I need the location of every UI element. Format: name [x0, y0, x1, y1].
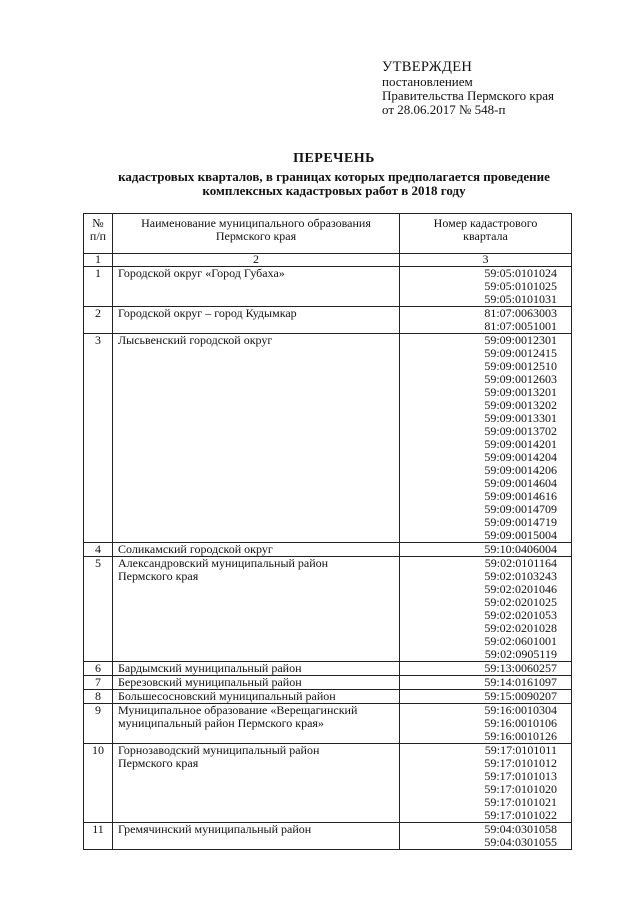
cadastral-codes-cell: [400, 823, 572, 850]
table-row: [84, 676, 572, 690]
municipality-name: Городской округ – город Кудымкар: [118, 306, 297, 320]
cadastral-code: 59:16:0010304: [484, 703, 557, 717]
cadastral-code: 59:02:0201046: [484, 582, 557, 596]
cadastral-code: 59:02:0201028: [484, 621, 557, 635]
column-index-row: [84, 254, 572, 267]
approval-heading: УТВЕРЖДЕН: [382, 59, 473, 75]
municipality-name-cell: [113, 662, 400, 676]
cadastral-codes-cell: [400, 307, 572, 334]
cadastral-code: 59:09:0013301: [484, 411, 557, 425]
municipality-name: Бардымский муниципальный район: [118, 661, 302, 675]
table-row: [84, 662, 572, 676]
cadastral-code: 81:07:0051001: [484, 319, 557, 333]
table-header-row: [84, 214, 572, 254]
cadastral-code: 59:05:0101031: [484, 292, 557, 306]
cadastral-code: 59:17:0101021: [484, 795, 557, 809]
municipality-name-cell: [113, 334, 400, 543]
cadastral-codes-cell: [400, 662, 572, 676]
row-number: 1: [84, 267, 113, 307]
cadastral-code: 59:09:0013201: [484, 385, 557, 399]
cadastral-code: 59:13:0060257: [484, 661, 557, 675]
cadastral-code: 59:02:0905119: [484, 647, 557, 661]
municipality-name-cell: [113, 676, 400, 690]
title-line: комплексных кадастровых работ в 2018 году: [202, 183, 466, 198]
cadastral-code: 59:17:0101013: [484, 769, 557, 783]
approval-line: Правительства Пермского края: [382, 88, 554, 103]
municipality-name: Городской округ «Город Губаха»: [118, 266, 285, 280]
cadastral-codes-cell: [400, 267, 572, 307]
cadastral-code: 59:09:0013702: [484, 424, 557, 438]
municipality-name: Гремячинский муниципальный район: [118, 822, 312, 836]
cadastral-code: 59:09:0014204: [484, 450, 557, 464]
cadastral-code: 59:09:0013202: [484, 398, 557, 412]
cadastral-codes-cell: [400, 557, 572, 662]
cadastral-code: 59:05:0101025: [484, 279, 557, 293]
cadastral-code: 59:04:0301058: [484, 822, 557, 836]
row-number: 11: [84, 823, 113, 850]
table-row: [84, 823, 572, 850]
cadastral-codes-cell: [400, 334, 572, 543]
approval-stamp: [382, 59, 554, 117]
cadastral-code: 59:09:0014616: [484, 489, 557, 503]
approval-date: от 28.06.2017 № 548-п: [382, 102, 506, 117]
table-row: [84, 557, 572, 662]
cadastral-code: 59:09:0012301: [484, 333, 557, 347]
header-name: Наименование муниципального образования Пермского края: [113, 214, 400, 254]
cadastral-code: 59:09:0014206: [484, 463, 557, 477]
table-row: [84, 307, 572, 334]
cadastral-codes-cell: [400, 690, 572, 704]
municipality-name: Муниципальное образование «Верещагинский муниципальный район Пермского края»: [118, 703, 358, 730]
cadastral-code: 59:16:0010126: [484, 729, 557, 743]
title-main: ПЕРЕЧЕНЬ: [293, 151, 375, 166]
cadastral-code: 59:17:0101020: [484, 782, 557, 796]
municipality-name-cell: [113, 557, 400, 662]
municipality-name: Александровский муниципальный район Пермского края: [118, 556, 329, 583]
cadastral-code: 59:17:0101022: [484, 808, 557, 822]
header-num: № п/п: [84, 214, 113, 254]
table-row: [84, 267, 572, 307]
cadastral-code: 59:05:0101024: [484, 266, 557, 280]
row-number: 7: [84, 676, 113, 690]
approval-line: постановлением: [382, 74, 473, 89]
row-number: 5: [84, 557, 113, 662]
column-index: 1: [84, 254, 113, 267]
table-row: [84, 543, 572, 557]
row-number: 9: [84, 704, 113, 744]
row-number: 8: [84, 690, 113, 704]
municipality-name: Большесосновский муниципальный район: [118, 689, 336, 703]
column-index: 3: [400, 254, 572, 267]
row-number: 4: [84, 543, 113, 557]
cadastral-codes-cell: [400, 676, 572, 690]
municipality-name-cell: [113, 267, 400, 307]
municipality-name-cell: [113, 690, 400, 704]
title-line: кадастровых кварталов, в границах которых предполагается проведение: [118, 169, 550, 184]
cadastral-code: 59:02:0601001: [484, 634, 557, 648]
cadastral-code: 59:15:0090207: [484, 689, 557, 703]
row-number: 2: [84, 307, 113, 334]
municipality-name-cell: [113, 543, 400, 557]
cadastral-code: 59:09:0015004: [484, 528, 557, 542]
table-row: [84, 744, 572, 823]
cadastral-code: 59:09:0014719: [484, 515, 557, 529]
municipality-name: Горнозаводский муниципальный район Пермского края: [118, 743, 320, 770]
cadastral-code: 59:17:0101011: [484, 743, 557, 757]
table-row: [84, 690, 572, 704]
cadastral-codes-cell: [400, 704, 572, 744]
municipality-name: Березовский муниципальный район: [118, 675, 302, 689]
cadastral-code: 59:02:0101164: [484, 556, 557, 570]
cadastral-code: 59:09:0014709: [484, 502, 557, 516]
cadastral-code: 59:02:0103243: [484, 569, 557, 583]
cadastral-code: 59:09:0012510: [484, 359, 557, 373]
cadastral-code: 81:07:0063003: [484, 306, 557, 320]
cadastral-code: 59:16:0010106: [484, 716, 557, 730]
cadastral-code: 59:09:0014604: [484, 476, 557, 490]
table-row: [84, 334, 572, 543]
cadastral-code: 59:09:0012603: [484, 372, 557, 386]
cadastral-codes-cell: [400, 543, 572, 557]
cadastral-codes-cell: [400, 744, 572, 823]
cadastral-code: 59:02:0201025: [484, 595, 557, 609]
row-number: 10: [84, 744, 113, 823]
cadastral-code: 59:14:0161097: [484, 675, 557, 689]
municipality-name-cell: [113, 744, 400, 823]
municipality-name: Соликамский городской округ: [118, 542, 273, 556]
municipality-name: Лысьвенский городской округ: [118, 333, 273, 347]
row-number: 3: [84, 334, 113, 543]
document-title: [86, 152, 582, 198]
header-code: Номер кадастрового квартала: [400, 214, 572, 254]
cadastral-code: 59:10:0406004: [484, 542, 557, 556]
cadastral-code: 59:04:0301055: [484, 835, 557, 849]
municipality-name-cell: [113, 307, 400, 334]
cadastral-code: 59:02:0201053: [484, 608, 557, 622]
cadastral-code: 59:09:0012415: [484, 346, 557, 360]
municipality-name-cell: [113, 704, 400, 744]
cadastral-code: 59:17:0101012: [484, 756, 557, 770]
row-number: 6: [84, 662, 113, 676]
municipality-name-cell: [113, 823, 400, 850]
cadastral-code: 59:09:0014201: [484, 437, 557, 451]
table-row: [84, 704, 572, 744]
cadastral-table: [83, 213, 572, 850]
column-index: 2: [113, 254, 400, 267]
